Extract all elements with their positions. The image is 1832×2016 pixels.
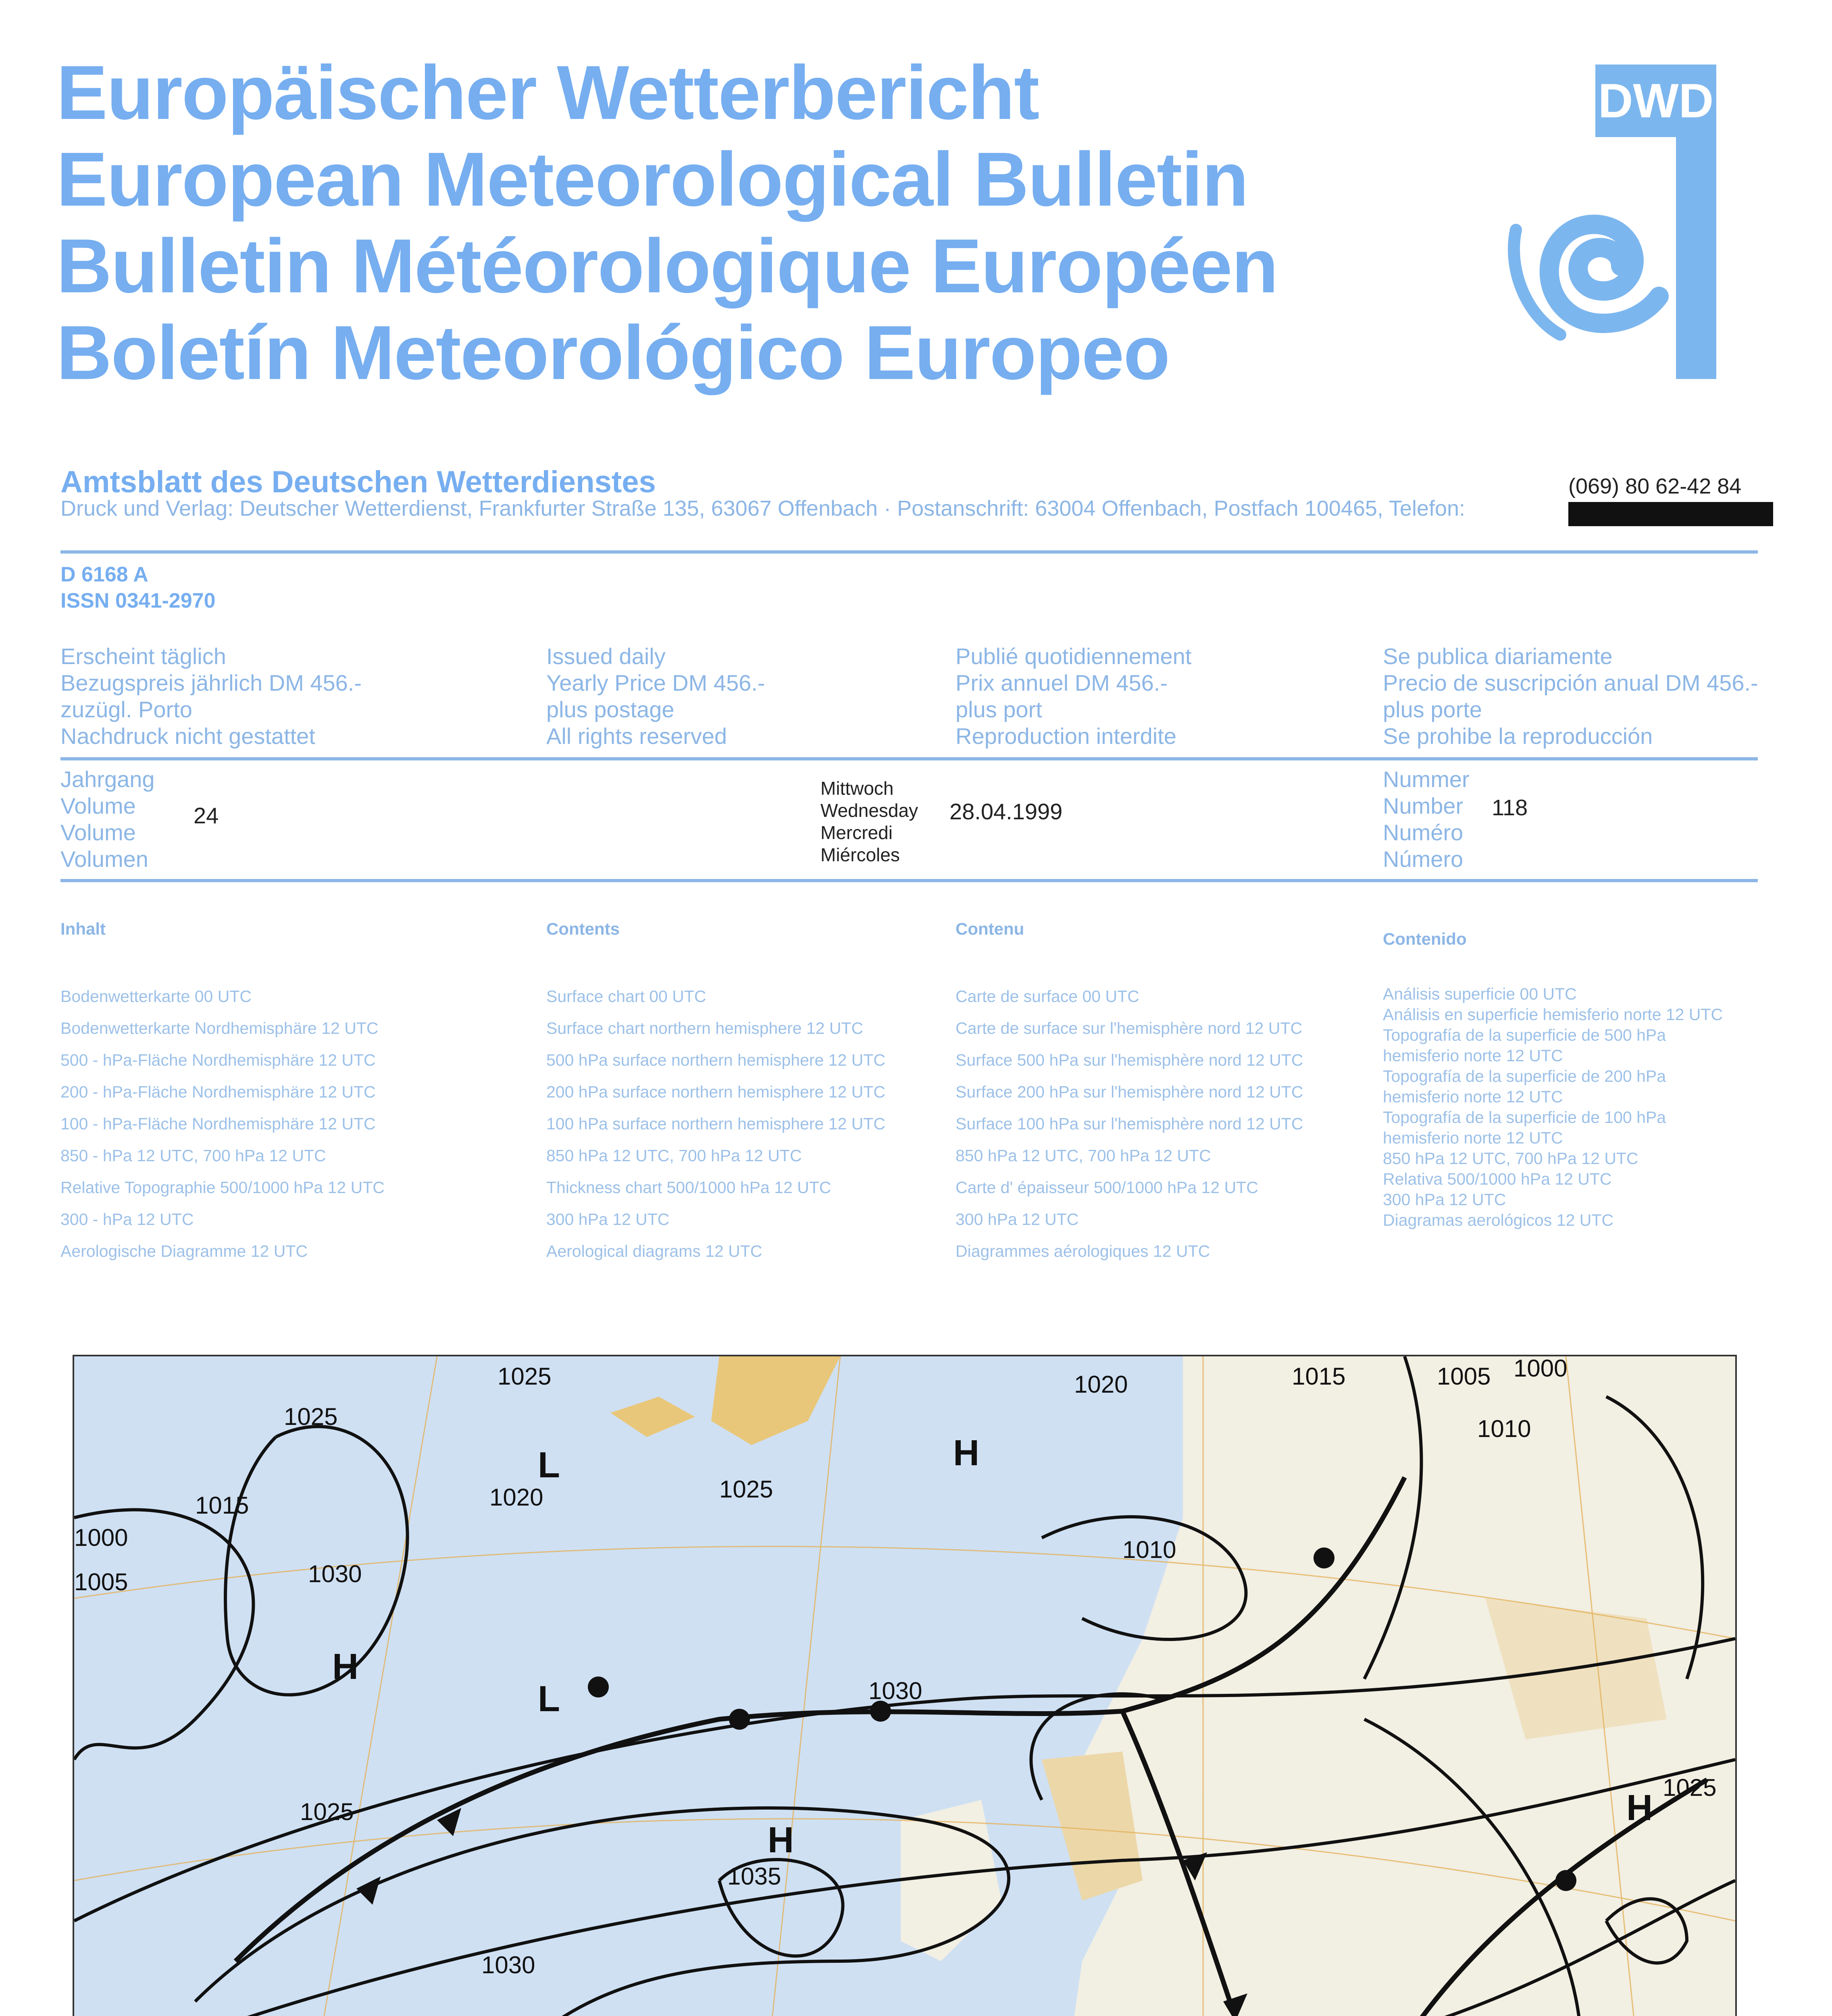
- redacted-block: [1568, 502, 1773, 526]
- list-item: Carte de surface 00 UTC: [956, 987, 1139, 1006]
- isobar-label: 1025: [300, 1798, 354, 1825]
- list-item: 300 - hPa 12 UTC: [60, 1210, 194, 1229]
- list-item: Carte d' épaisseur 500/1000 hPa 12 UTC: [956, 1178, 1258, 1197]
- list-item: Diagrammes aérologiques 12 UTC: [956, 1242, 1210, 1260]
- number-labels: Nummer Number Numéro Número: [1383, 766, 1470, 872]
- info-en: Issued daily Yearly Price DM 456.- plus postage All rights reserved: [546, 644, 765, 749]
- isobar-label: 1035: [727, 1863, 781, 1890]
- issue-date: 28.04.1999: [949, 799, 1063, 824]
- divider: [60, 757, 1758, 760]
- list-item: Topografía de la superficie de 100 hPa hemisferio norte 12 UTC: [1383, 1108, 1666, 1147]
- map-graphic: [74, 1356, 1735, 2016]
- pressure-center: H: [768, 1820, 794, 1860]
- isobar-label: 1025: [284, 1403, 338, 1430]
- list-item: 100 - hPa-Fläche Nordhemisphäre 12 UTC: [60, 1114, 376, 1133]
- isobar-label: 1015: [195, 1492, 249, 1519]
- contents-list-en: [546, 981, 885, 1267]
- weekdays: Mittwoch Wednesday Mercredi Miércoles: [820, 778, 918, 865]
- info-de: Erscheint täglich Bezugspreis jährlich DM 456.- zuzügl. Porto Nachdruck nicht gestattet: [60, 644, 362, 749]
- isobar-label: 1000: [1513, 1356, 1568, 1382]
- pressure-center: L: [538, 1445, 560, 1485]
- spiral-icon: [1500, 161, 1693, 371]
- isobar-label: 1020: [1074, 1371, 1128, 1398]
- contents-heading-fr: Contenu: [956, 919, 1024, 938]
- isobar-label: 1005: [74, 1568, 128, 1595]
- list-item: Topografía de la superficie de 500 hPa hemisferio norte 12 UTC: [1383, 1026, 1666, 1065]
- list-item: Relativa 500/1000 hPa 12 UTC: [1383, 1170, 1612, 1188]
- number-value: 118: [1492, 795, 1528, 820]
- list-item: Surface 200 hPa sur l'hemisphère nord 12 UTC: [956, 1083, 1303, 1101]
- isobar-label: 1025: [498, 1363, 552, 1390]
- divider: [60, 550, 1758, 554]
- volume-labels: Jahrgang Volume Volume Volumen: [60, 766, 155, 872]
- list-item: 850 hPa 12 UTC, 700 hPa 12 UTC: [1383, 1149, 1638, 1168]
- list-item: Topografía de la superficie de 200 hPa hemisferio norte 12 UTC: [1383, 1067, 1666, 1106]
- title-en: European Meteorological Bulletin: [56, 137, 1248, 222]
- contents-heading-en: Contents: [546, 919, 620, 938]
- list-item: Surface 100 hPa sur l'hemisphère nord 12 UTC: [956, 1114, 1303, 1133]
- list-item: Surface chart northern hemisphere 12 UTC: [546, 1019, 864, 1037]
- list-item: 500 - hPa-Fläche Nordhemisphäre 12 UTC: [60, 1051, 376, 1069]
- d-number: D 6168 A: [60, 563, 148, 586]
- title-es: Boletín Meteorológico Europeo: [56, 310, 1170, 396]
- isobar-label: 1025: [1663, 1774, 1717, 1801]
- isobar-label: 1010: [1477, 1415, 1531, 1442]
- list-item: Carte de surface sur l'hemisphère nord 12 UTC: [956, 1019, 1303, 1037]
- list-item: 850 hPa 12 UTC, 700 hPa 12 UTC: [546, 1146, 802, 1165]
- dwd-logo-text: DWD: [1595, 65, 1716, 137]
- paper-note: [0, 1931, 20, 2016]
- list-item: Aerologische Diagramme 12 UTC: [60, 1242, 308, 1260]
- list-item: Relative Topographie 500/1000 hPa 12 UTC: [60, 1178, 385, 1197]
- pressure-center: L: [538, 1679, 560, 1719]
- issn: ISSN 0341-2970: [60, 589, 216, 612]
- publisher-address: Druck und Verlag: Deutscher Wetterdienst, Frankfurter Straße 135, 63067 Offenbach · Postanschrift: 63004 Offenbach, Postfach 100465, Telefon:: [60, 496, 1466, 521]
- isobar-label: 1000: [74, 1524, 128, 1551]
- isobar-label: 1005: [1437, 1363, 1491, 1390]
- list-item: Análisis en superficie hemisferio norte 12 UTC: [1383, 1005, 1723, 1024]
- isobar-label: 1015: [1292, 1363, 1346, 1390]
- list-item: Bodenwetterkarte Nordhemisphäre 12 UTC: [60, 1019, 379, 1037]
- list-item: Thickness chart 500/1000 hPa 12 UTC: [546, 1178, 831, 1197]
- publisher-name: Amtsblatt des Deutschen Wetterdienstes: [60, 465, 656, 499]
- publisher-phone: (069) 80 62-42 84: [1568, 474, 1742, 498]
- list-item: 300 hPa 12 UTC: [546, 1210, 670, 1229]
- list-item: Análisis superficie 00 UTC: [1383, 985, 1577, 1003]
- info-es: Se publica diariamente Precio de suscripción anual DM 456.- plus porte Se prohibe la reproducción: [1383, 644, 1758, 749]
- list-item: 200 - hPa-Fläche Nordhemisphäre 12 UTC: [60, 1083, 376, 1101]
- isobar-label: 1010: [1122, 1536, 1176, 1563]
- contents-heading-de: Inhalt: [60, 919, 106, 938]
- surface-chart-map: [73, 1355, 1737, 2016]
- pressure-center: H: [953, 1433, 979, 1473]
- info-fr: Publié quotidiennement Prix annuel DM 456.- plus port Reproduction interdite: [956, 644, 1192, 749]
- volume-value: 24: [194, 803, 219, 828]
- divider: [60, 879, 1758, 882]
- contents-list-de: [60, 981, 385, 1267]
- pressure-center: H: [332, 1647, 358, 1687]
- contents-heading-es: Contenido: [1383, 929, 1467, 948]
- list-item: Bodenwetterkarte 00 UTC: [60, 987, 252, 1006]
- isobar-label: 1020: [489, 1484, 543, 1511]
- contents-list-es: [1383, 984, 1746, 1231]
- list-item: Diagramas aerológicos 12 UTC: [1383, 1211, 1613, 1229]
- isobar-label: 1030: [868, 1677, 922, 1704]
- list-item: Surface chart 00 UTC: [546, 987, 706, 1006]
- list-item: 200 hPa surface northern hemisphere 12 UTC: [546, 1083, 885, 1101]
- isobar-label: 1030: [308, 1560, 362, 1587]
- pressure-center: H: [1626, 1788, 1653, 1828]
- list-item: 850 hPa 12 UTC, 700 hPa 12 UTC: [956, 1146, 1211, 1165]
- title-fr: Bulletin Météorologique Européen: [56, 223, 1278, 309]
- list-item: 300 hPa 12 UTC: [1383, 1190, 1506, 1209]
- list-item: Aerological diagrams 12 UTC: [546, 1242, 762, 1260]
- list-item: 300 hPa 12 UTC: [956, 1210, 1079, 1229]
- list-item: 500 hPa surface northern hemisphere 12 UTC: [546, 1051, 885, 1069]
- title-de: Europäischer Wetterbericht: [56, 50, 1039, 135]
- contents-list-fr: [956, 981, 1303, 1267]
- list-item: 100 hPa surface northern hemisphere 12 UTC: [546, 1114, 885, 1133]
- dwd-logo: [1500, 60, 1726, 383]
- list-item: Surface 500 hPa sur l'hemisphère nord 12 UTC: [956, 1051, 1303, 1069]
- list-item: 850 - hPa 12 UTC, 700 hPa 12 UTC: [60, 1146, 326, 1165]
- isobar-label: 1030: [481, 1951, 535, 1979]
- isobar-label: 1025: [719, 1476, 773, 1503]
